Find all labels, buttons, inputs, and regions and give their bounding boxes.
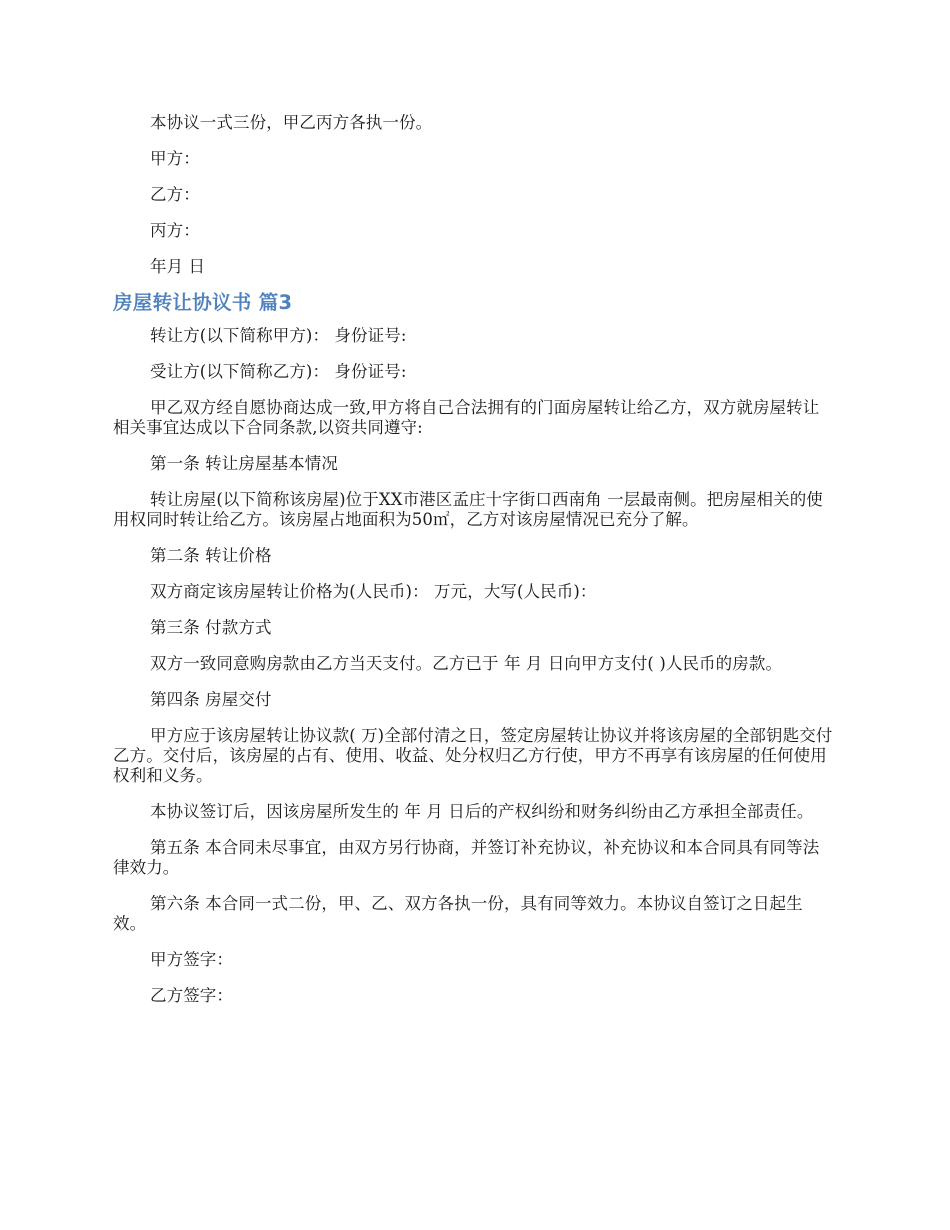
- paragraph: 第六条 本合同一式二份，甲、乙、双方各执一份，具有同等效力。本协议自签订之日起生效。: [113, 894, 803, 933]
- paragraph: 甲方应于该房屋转让协议款( 万)全部付清之日，签定房屋转让协议并将该房屋的全部钥匙交付乙方。交付后，该房屋的占有、使用、收益、处分权归乙方行使，甲方不再享有该房屋的任何使用权利和义务。: [113, 726, 833, 785]
- paragraph: 受让方(以下简称乙方)： 身份证号:: [150, 362, 407, 381]
- party-b-label: 乙方：: [150, 185, 200, 204]
- article-heading: 第一条 转让房屋基本情况: [150, 454, 338, 473]
- paragraph: 转让方(以下简称甲方)： 身份证号:: [150, 326, 407, 345]
- paragraph: 第五条 本合同未尽事宜，由双方另行协商，并签订补充协议，补充协议和本合同具有同等法律效力。: [113, 838, 820, 877]
- signature-line-party-b: 乙方签字：: [150, 986, 233, 1005]
- article-heading: 第二条 转让价格: [150, 546, 272, 565]
- paragraph: 本协议一式三份，甲乙丙方各执一份。: [150, 113, 433, 132]
- paragraph: 双方一致同意购房款由乙方当天支付。乙方已于 年 月 日向甲方支付( )人民币的房款。: [150, 654, 783, 673]
- paragraph: 本协议签订后，因该房屋所发生的 年 月 日后的产权纠纷和财务纠纷由乙方承担全部责任。: [150, 802, 814, 821]
- article-heading: 第三条 付款方式: [150, 618, 272, 637]
- paragraph: 双方商定该房屋转让价格为(人民币)： 万元，大写(人民币)：: [150, 582, 597, 601]
- section-heading: 房屋转让协议书 篇3: [113, 291, 293, 314]
- party-c-label: 丙方：: [150, 221, 200, 240]
- paragraph: 转让房屋(以下简称该房屋)位于XX市港区孟庄十字街口西南角 一层最南侧。把房屋相关的使用权同时转让给乙方。该房屋占地面积为50㎡，乙方对该房屋情况已充分了解。: [113, 490, 823, 529]
- document-content: [113, 113, 835, 1006]
- signature-line-party-a: 甲方签字：: [150, 950, 233, 969]
- party-a-label: 甲方：: [150, 149, 200, 168]
- date-line: 年月 日: [150, 257, 206, 276]
- paragraph: 甲乙双方经自愿协商达成一致,甲方将自己合法拥有的门面房屋转让给乙方，双方就房屋转让相关事宜达成以下合同条款,以资共同遵守:: [113, 398, 820, 437]
- article-heading: 第四条 房屋交付: [150, 690, 272, 709]
